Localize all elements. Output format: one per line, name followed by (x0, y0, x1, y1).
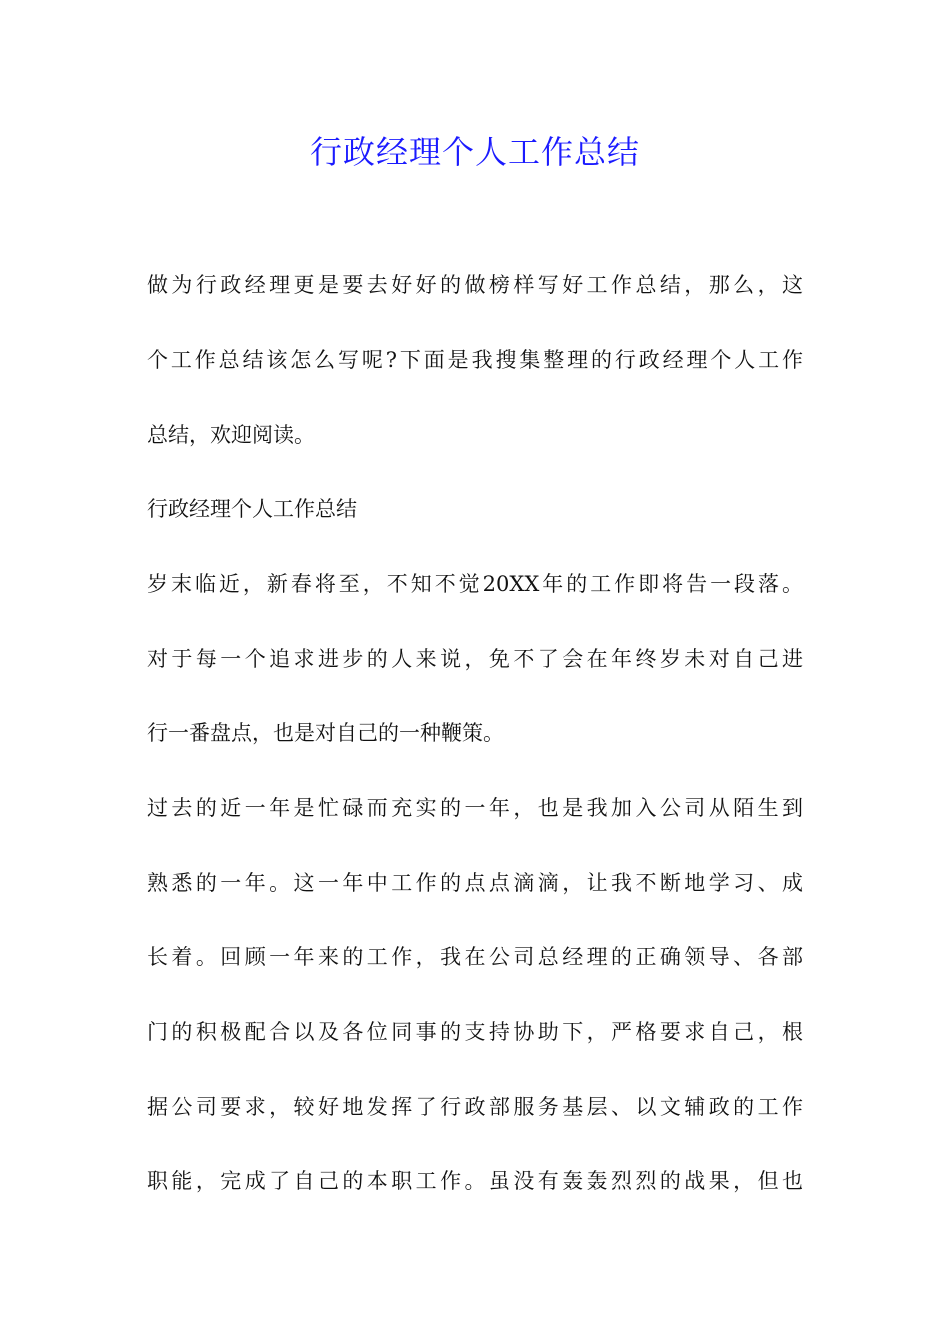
paragraph-line: 长着。回顾一年来的工作，我在公司总经理的正确领导、各部 (147, 945, 803, 969)
paragraph-line: 据公司要求，较好地发挥了行政部服务基层、以文辅政的工作 (147, 1095, 803, 1119)
paragraph-line: 熟悉的一年。这一年中工作的点点滴滴，让我不断地学习、成 (147, 871, 803, 895)
paragraph-line: 职能，完成了自己的本职工作。虽没有轰轰烈烈的战果，但也 (147, 1169, 803, 1193)
paragraph-line: 行一番盘点，也是对自己的一种鞭策。 (147, 721, 504, 745)
paragraph-line: 个工作总结该怎么写呢?下面是我搜集整理的行政经理个人工作 (147, 348, 803, 372)
document-title: 行政经理个人工作总结 (309, 133, 640, 171)
paragraph-line: 过去的近一年是忙碌而充实的一年，也是我加入公司从陌生到 (147, 796, 803, 820)
paragraph-line: 门的积极配合以及各位同事的支持协助下，严格要求自己，根 (147, 1020, 803, 1044)
paragraph-line: 对于每一个追求进步的人来说，免不了会在年终岁未对自己进 (147, 647, 803, 671)
paragraph-line: 行政经理个人工作总结 (147, 497, 357, 521)
paragraph-line: 岁末临近，新春将至，不知不觉20XX年的工作即将告一段落。 (147, 572, 803, 596)
paragraph-line: 总结，欢迎阅读。 (147, 423, 315, 447)
paragraph-line: 做为行政经理更是要去好好的做榜样写好工作总结，那么，这 (147, 273, 803, 297)
